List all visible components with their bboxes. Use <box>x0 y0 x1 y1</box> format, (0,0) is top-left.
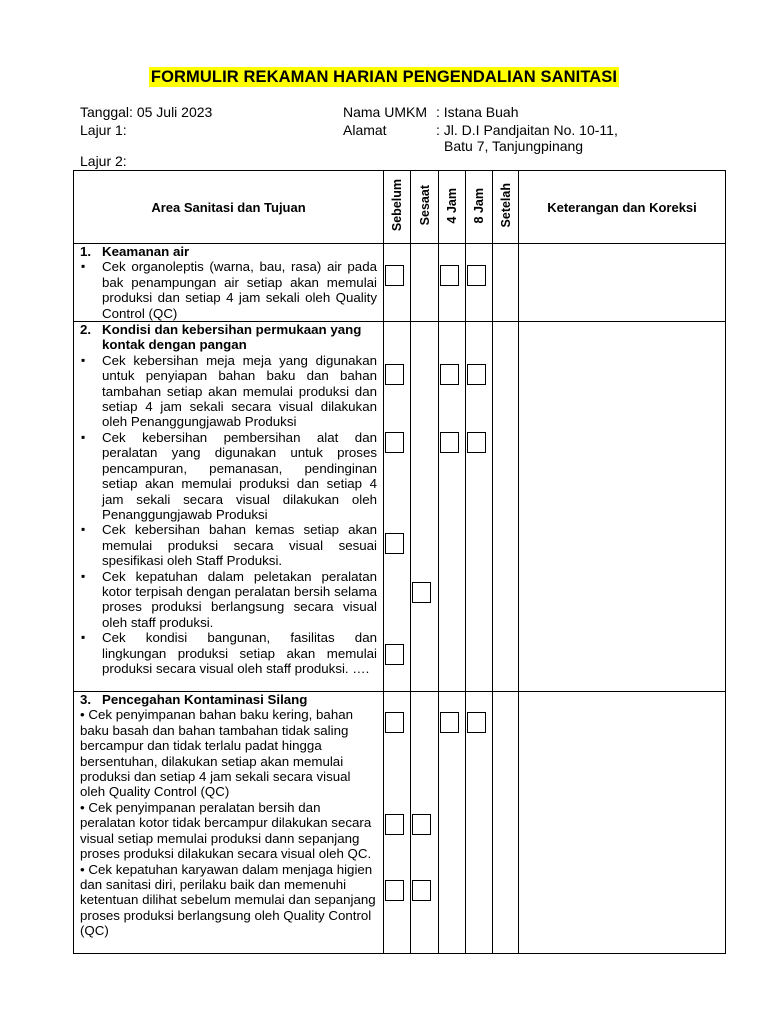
alamat-label: Alamat <box>343 122 387 138</box>
table-row <box>74 692 726 954</box>
list-item: ▪ Cek kebersihan pembersihan alat dan peralatan yang digunakan untuk proses pencampuran, pemanasan, pendinginan setiap akan memulai produksi dan setiap 4 jam sekali secara visual dilakukan oleh Penanggungjawab Produksi <box>80 430 377 522</box>
checkbox[interactable] <box>412 814 431 835</box>
table-header-row <box>74 171 726 244</box>
lajur2-field: Lajur 2: <box>80 153 127 169</box>
checkbox[interactable] <box>385 814 404 835</box>
list-item: ▪ Cek kebersihan meja meja yang digunakan untuk penyiapan bahan baku dan bahan tambahan setiap akan memulai produksi dan setiap 4 jam sekali secara visual dilakukan oleh Penanggungjawab Produksi <box>80 353 377 430</box>
checkbox[interactable] <box>385 644 404 665</box>
list-item: ▪ Cek kebersihan bahan kemas setiap akan memulai produksi secara visual sesuai spesifikasi oleh Staff Produksi. <box>80 522 377 568</box>
list-item: • Cek penyimpanan bahan baku kering, bahan baku basah dan bahan tambahan tidak saling bercampur dan tidak terlalu padat hingga bersentuhan, dilakukan setiap akan memulai produksi dan setiap 4 jam sekali secara visual oleh Quality Control (QC) <box>80 707 354 800</box>
section-3-heading: 3. Pencegahan Kontaminasi Silang <box>80 692 308 708</box>
keterangan-cell[interactable] <box>519 244 726 322</box>
section-1-cell <box>74 244 384 322</box>
checkbox[interactable] <box>385 432 404 453</box>
section-1-heading: 1. Keamanan air <box>80 244 190 259</box>
table-row <box>74 244 726 322</box>
list-item: ▪ Cek kepatuhan dalam peletakan peralatan kotor terpisah dengan peralatan bersih selama proses produksi berlangsung secara visual oleh staff produksi. <box>80 569 377 631</box>
col-sebelum-header: Sebelum <box>384 171 411 244</box>
checkbox[interactable] <box>385 364 404 385</box>
sanitation-table <box>73 170 726 954</box>
col-8jam-header: 8 Jam <box>466 171 493 244</box>
checkbox[interactable] <box>467 432 486 453</box>
section-2-cell <box>74 322 384 692</box>
section-3-cell <box>74 692 384 954</box>
checkbox[interactable] <box>467 265 486 286</box>
alamat-value: : Jl. D.I Pandjaitan No. 10-11, <box>436 122 618 138</box>
checkbox[interactable] <box>385 533 404 554</box>
checkbox[interactable] <box>385 265 404 286</box>
col-setelah-header: Setelah <box>493 171 519 244</box>
checkbox[interactable] <box>440 265 459 286</box>
form-title <box>0 68 768 87</box>
list-item: • Cek kepatuhan karyawan dalam menjaga higien dan sanitasi diri, perilaku baik dan memenuhi ketentuan dilihat sebelum memulai dan sepanjang proses produksi berlangsung oleh Quality Control (QC) <box>80 861 376 939</box>
section-2-heading: 2. Kondisi dan kebersihan permukaan yang kontak dengan pangan <box>80 322 362 353</box>
list-item: • Cek penyimpanan peralatan bersih dan peralatan kotor tidak bercampur dilakukan secara visual setiap memulai produksi dann sepanjang proses produksi dilakukan secara visual oleh QC. <box>80 799 372 862</box>
col-sesaat-header: Sesaat <box>411 171 439 244</box>
checkbox[interactable] <box>440 712 459 733</box>
nama-umkm-value: : Istana Buah <box>436 104 519 120</box>
checkbox[interactable] <box>440 432 459 453</box>
checkbox[interactable] <box>385 880 404 901</box>
form-title-text: FORMULIR REKAMAN HARIAN PENGENDALIAN SANITASI <box>150 68 618 86</box>
checkbox[interactable] <box>412 582 431 603</box>
checkbox[interactable] <box>467 364 486 385</box>
table-row <box>74 322 726 692</box>
checkbox[interactable] <box>385 712 404 733</box>
lajur1-field: Lajur 1: <box>80 122 127 138</box>
tanggal-field: Tanggal: 05 Juli 2023 <box>80 104 213 120</box>
keterangan-cell[interactable] <box>519 692 726 954</box>
checkbox[interactable] <box>412 880 431 901</box>
list-item: ▪ Cek kondisi bangunan, fasilitas dan lingkungan produksi setiap akan memulai produksi secara visual oleh staff produksi. …. <box>80 630 377 676</box>
alamat-value-line2: Batu 7, Tanjungpinang <box>444 138 584 154</box>
checkbox[interactable] <box>440 364 459 385</box>
checkbox[interactable] <box>467 712 486 733</box>
col-4jam-header: 4 Jam <box>439 171 466 244</box>
keterangan-cell[interactable] <box>519 322 726 692</box>
col-area-header: Area Sanitasi dan Tujuan <box>74 171 384 244</box>
list-item: ▪ Cek organoleptis (warna, bau, rasa) air pada bak penampungan air setiap akan memulai produksi dan setiap 4 jam sekali oleh Quality Control (QC) <box>80 259 377 321</box>
nama-umkm-label: Nama UMKM <box>343 104 428 120</box>
col-keterangan-header: Keterangan dan Koreksi <box>519 171 726 244</box>
